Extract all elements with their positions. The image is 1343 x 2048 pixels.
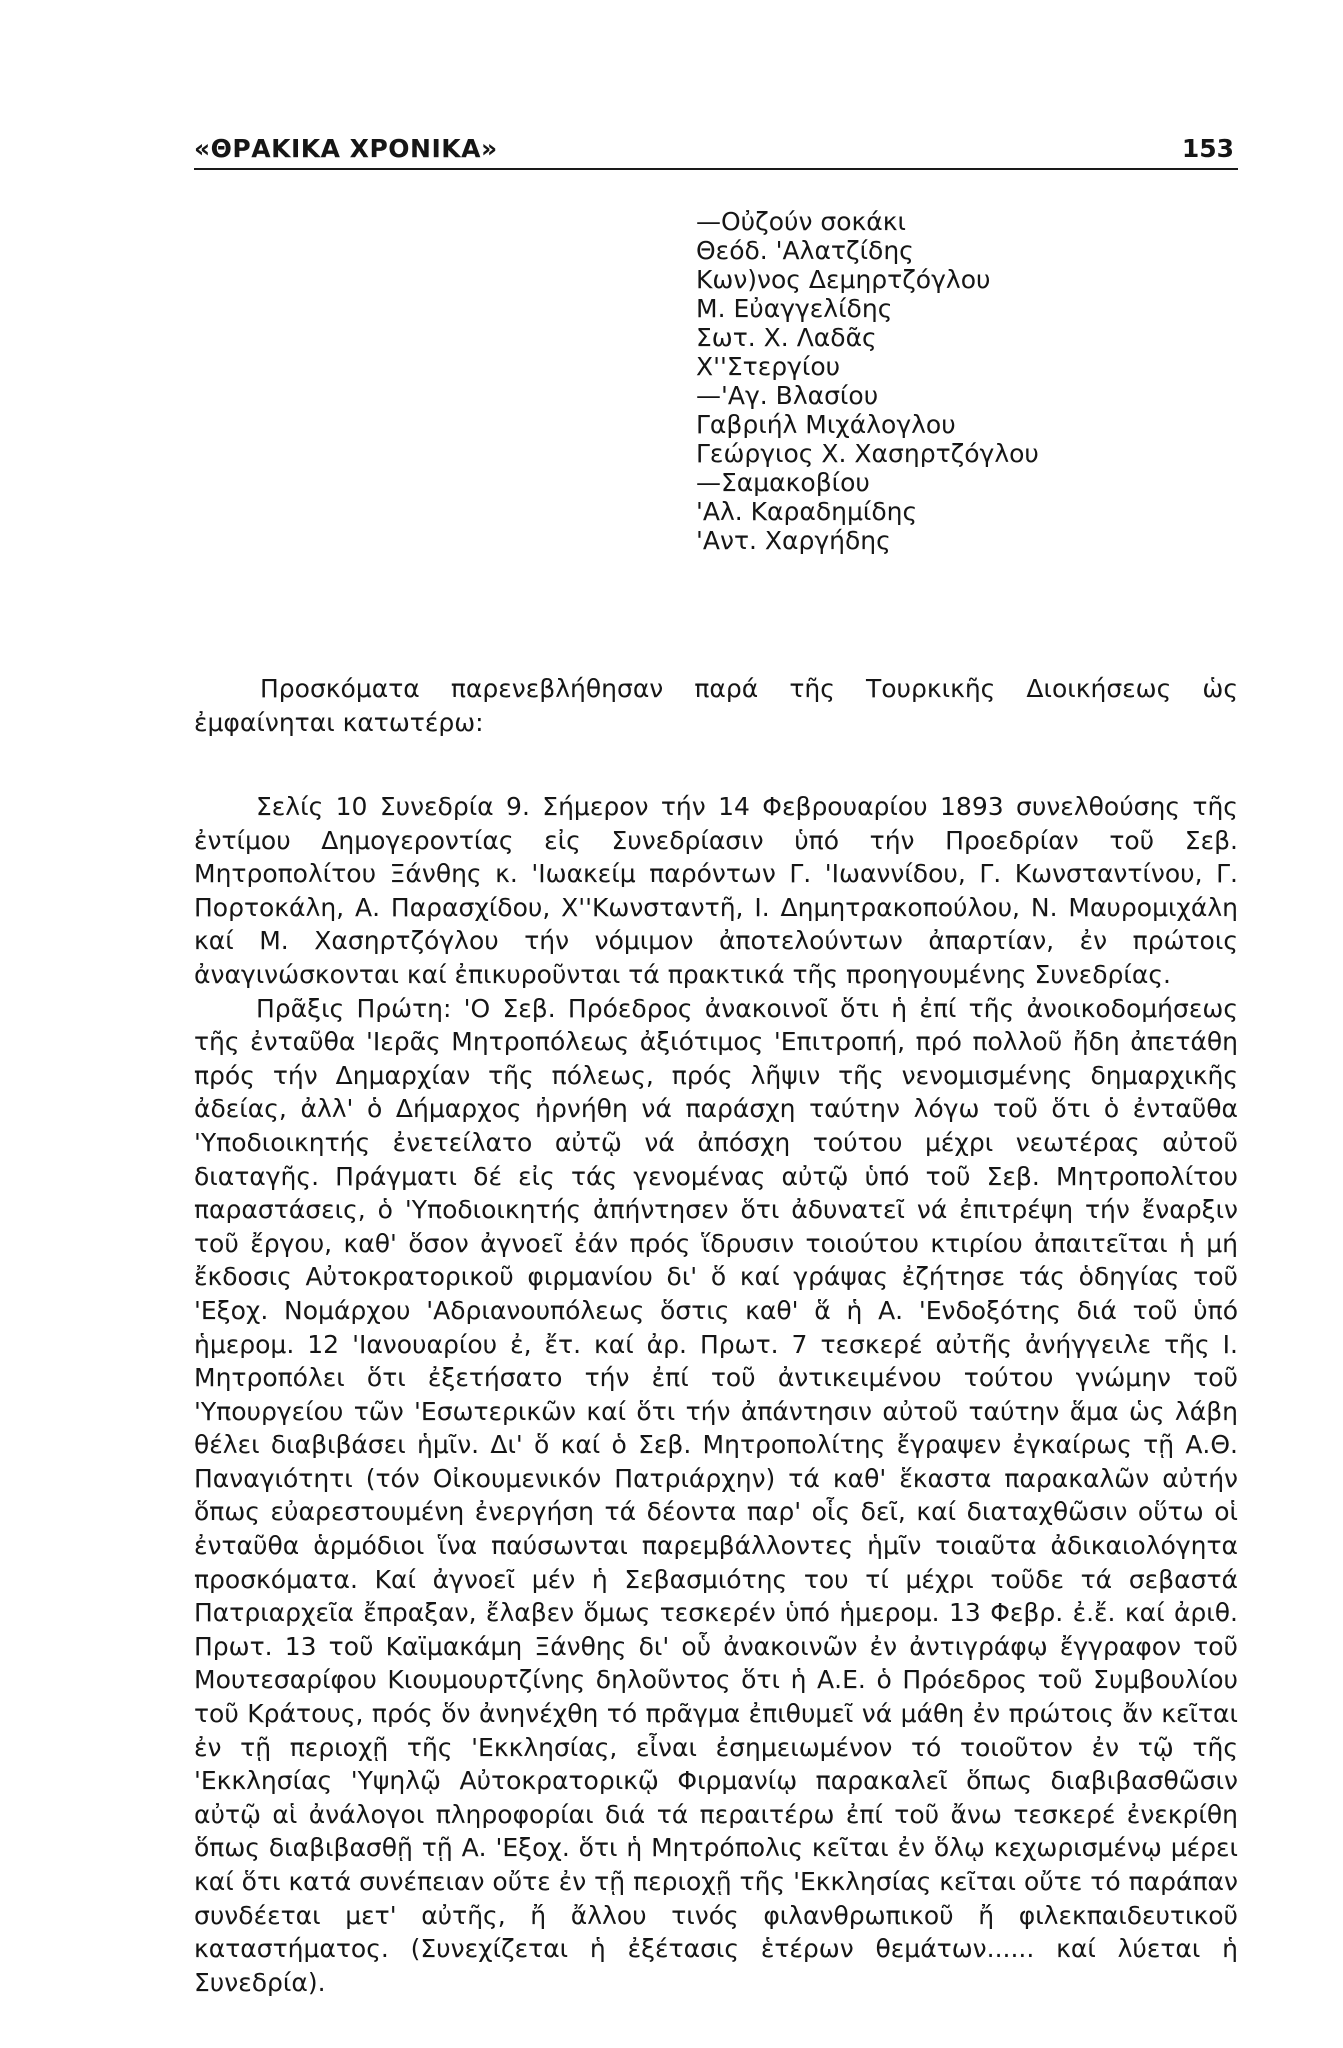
signature-line: Σωτ. Χ. Λαδᾶς — [696, 323, 877, 352]
signature-line: 'Αλ. Καραδημίδης — [696, 497, 918, 526]
running-header — [194, 128, 1238, 170]
signature-line: Γεώργιος Χ. Χασηρτζόγλου — [696, 439, 1039, 468]
signature-line: —Οὐζούν σοκάκι — [696, 207, 906, 236]
paragraph-first-act: Πρᾶξις Πρώτη: 'Ο Σεβ. Πρόεδρος ἀνακοινοῖ ὅτι ἡ ἐπί τῆς ἀνοικοδομήσεως τῆς ἐνταῦθα 'Ιερᾶς Μητροπόλεως ἀξιότιμος 'Επιτροπή, πρό πολλοῦ ἤδη ἀπετάθη πρός τήν Δημαρχίαν τῆς πόλεως, πρός λῆψιν τῆς νενομισμένης δημαρχικῆς ἀδείας, ἀλλ' ὁ Δήμαρχος ἠρνήθη νά παράσχη ταύτην λόγω τοῦ ὅτι ὁ ἐνταῦθα 'Υποδιοικητής ἐνετείλατο αὐτῷ νά ἀπόσχη τούτου μέχρι νεωτέρας αὐτοῦ διαταγῆς. Πράγματι δέ εἰς τάς γενομένας αὐτῷ ὑπό τοῦ Σεβ. Μητροπολίτου παραστάσεις, ὁ 'Υποδιοικητής ἀπήντησεν ὅτι ἀδυνατεῖ νά ἐπιτρέψη τήν ἔναρξιν τοῦ ἔργου, καθ' ὅσον ἀγνοεῖ ἐάν πρός ἵδρυσιν τοιούτου κτιρίου ἀπαιτεῖται ἡ μή ἔκδοσις Αὐτοκρατορικοῦ φιρμανίου δι' ὅ καί γράψας ἐζήτησε τάς ὁδηγίας τοῦ 'Εξοχ. Νομάρχου 'Αδριανουπόλεως ὅστις καθ' ἅ ἡ Α. 'Ενδοξότης διά τοῦ ὑπό ἡμερομ. 12 'Ιανουαρίου ἐ, ἔτ. καί ἀρ. Πρωτ. 7 τεσκερέ αὐτῆς ἀνήγγειλε τῆς Ι. Μητροπόλει ὅτι ἐξετήσατο τήν ἐπί τοῦ ἀντικειμένου τούτου γνώμην τοῦ 'Υπουργείου τῶν 'Εσωτερικῶν καί ὅτι τήν ἀπάντησιν αὐτοῦ ταύτην ἅμα ὡς λάβη θέλει διαβιβάσει ἡμῖν. Δι' ὅ καί ὁ Σεβ. Μητροπολίτης ἔγραψεν ἐγκαίρως τῇ Α.Θ. Παναγιότητι (τόν Οἰκουμενικόν Πατριάρχην) τά καθ' ἕκαστα παρακαλῶν αὐτήν ὅπως εὐαρεστουμένη ἐνεργήση τά δέοντα παρ' οἷς δεῖ, καί διαταχθῶσιν οὕτω οἱ ἐνταῦθα ἁρμόδιοι ἵνα παύσωνται παρεμβάλλοντες ἡμῖν τοιαῦτα ἀδικαιολόγητα προσκόματα. Καί ἀγνοεῖ μέν ἡ Σεβασμιότης του τί μέχρι τοῦδε τά σεβαστά Πατριαρχεῖα ἔπραξαν, ἔλαβεν ὅμως τεσκερέν ὑπό ἡμερομ. 13 Φεβρ. ἐ.ἔ. καί ἀριθ. Πρωτ. 13 τοῦ Καϊμακάμη Ξάνθης δι' οὗ ἀνακοινῶν ἐν ἀντιγράφῳ ἔγγραφον τοῦ Μουτεσαρίφου Κιουμουρτζίνης δηλοῦντος ὅτι ἡ Α.Ε. ὁ Πρόεδρος τοῦ Συμβουλίου τοῦ Κράτους, πρός ὅν ἀνηνέχθη τό πρᾶγμα ἐπιθυμεῖ νά μάθη ἐν πρώτοις ἄν κεῖται ἐν τῇ περιοχῇ τῆς 'Εκκλησίας, εἶναι ἐσημειωμένον τό τοιοῦτον ἐν τῷ τῆς 'Εκκλησίας 'Υψηλῷ Αὐτοκρατορικῷ Φιρμανίῳ παρακαλεῖ ὅπως διαβιβασθῶσιν αὐτῷ αἱ ἀνάλογοι πληροφορίαι διά τά περαιτέρω ἐπί τοῦ ἄνω τεσκερέ ἐνεκρίθη ὅπως διαβιβασθῇ τῇ Α. 'Εξοχ. ὅτι ἡ Μητρόπολις κεῖται ἐν ὅλῳ κεχωρισμένῳ μέρει καί ὅτι κατά συνέπειαν οὔτε ἐν τῇ περιοχῇ τῆς 'Εκκλησίας κεῖται οὔτε τό παράπαν συνδέεται μετ' αὐτῆς, ἤ ἄλλου τινός φιλανθρωπικοῦ ἤ φιλεκπαιδευτικοῦ καταστήματος. (Συνεχίζεται ἡ ἐξέτασις ἑτέρων θεμάτων...... καί λύεται ἡ Συνεδρία). — [194, 993, 1238, 1997]
journal-title: «ΘΡΑΚΙΚΑ ΧΡΟΝΙΚΑ» — [194, 134, 498, 163]
intro-paragraph: Προσκόματα παρενεβλήθησαν παρά τῆς Τουρκικῆς Διοικήσεως ὡς ἐμφαίνηται κατωτέρω: — [194, 674, 1238, 737]
signature-line: Γαβριήλ Μιχάλογλου — [696, 410, 956, 439]
signature-list — [696, 207, 1039, 555]
paragraph-session-opening: Σελίς 10 Συνεδρία 9. Σήμερον τήν 14 Φεβρουαρίου 1893 συνελθούσης τῆς ἐντίμου Δημογεροντίας εἰς Συνεδρίασιν ὑπό τήν Προεδρίαν τοῦ Σεβ. Μητροπολίτου Ξάνθης κ. 'Ιωακείμ παρόντων Γ. 'Ιωαννίδου, Γ. Κωνσταντίνου, Γ. Πορτοκάλη, Α. Παρασχίδου, Χ''Κωνσταντῆ, Ι. Δημητρακοπούλου, Ν. Μαυρομιχάλη καί Μ. Χασηρτζόγλου τήν νόμιμον ἀποτελούντων ἀπαρτίαν, ἐν πρώτοις ἀναγινώσκονται καί ἐπικυροῦνται τά πρακτικά τῆς προηγουμένης Συνεδρίας. — [194, 792, 1238, 989]
signature-line: —Σαμακοβίου — [696, 468, 870, 497]
signature-line: Χ''Στεργίου — [696, 352, 841, 381]
signature-line: 'Αντ. Χαργήδης — [696, 526, 891, 555]
minutes-text — [194, 790, 1238, 1999]
page-number: 153 — [1181, 134, 1234, 163]
signature-line: —'Αγ. Βλασίου — [696, 381, 879, 410]
signature-line: Μ. Εὐαγγελίδης — [696, 294, 893, 323]
signature-line: Κων)νος Δεμηρτζόγλου — [696, 265, 991, 294]
signature-line: Θεόδ. 'Αλατζίδης — [696, 236, 914, 265]
